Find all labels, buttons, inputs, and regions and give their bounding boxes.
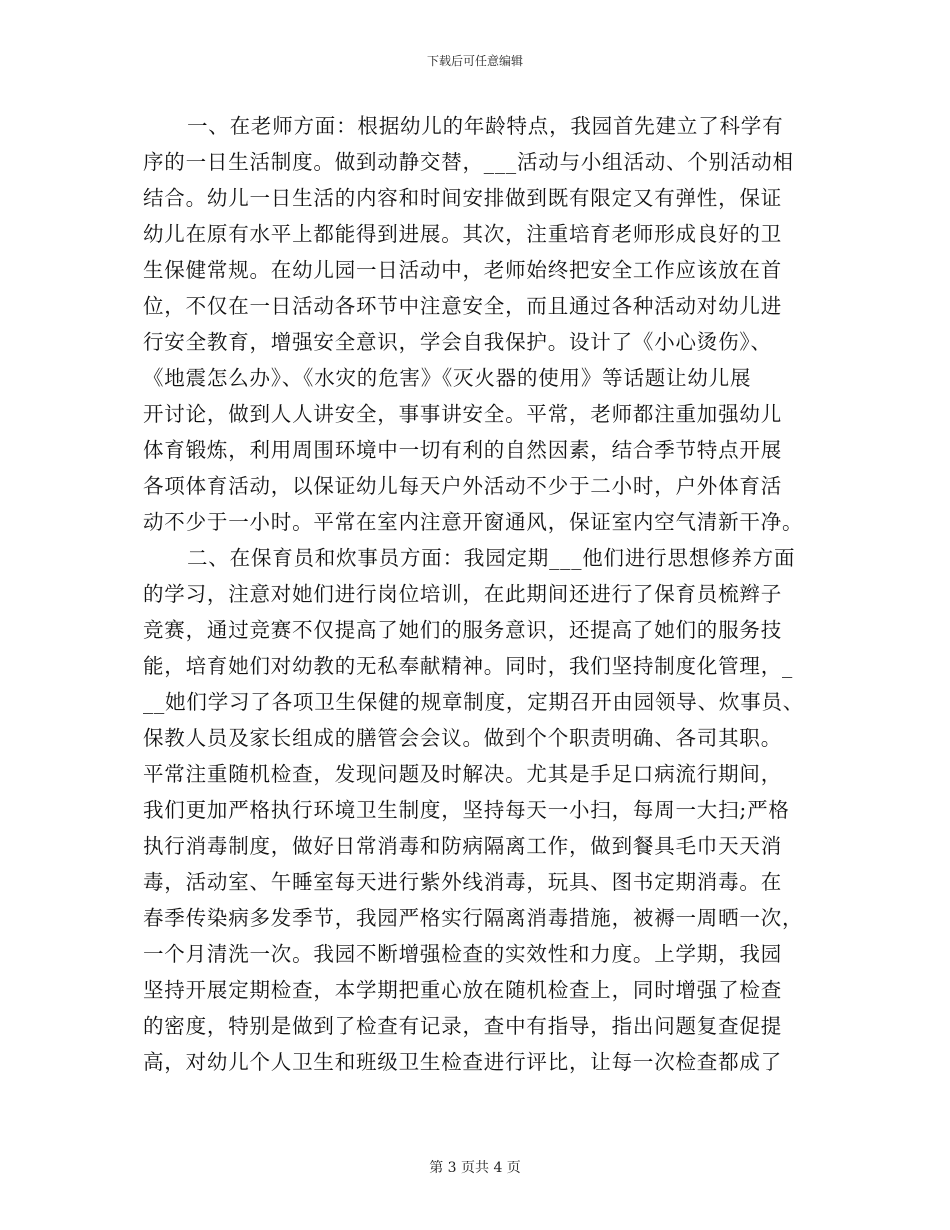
page-header-note: 下载后可任意编辑	[426, 54, 523, 68]
paragraph-line: 高，对幼儿个人卫生和班级卫生检查进行评比，让每一次检查都成了	[143, 1050, 782, 1074]
paragraph-line: __她们学习了各项卫生保健的规章制度，定期召开由园领导、炊事员、	[143, 690, 805, 714]
paragraph-line: 保教人员及家长组成的膳管会会议。做到个个职责明确、各司其职。	[143, 726, 782, 750]
paragraph-line: 毒，活动室、午睡室每天进行紫外线消毒，玩具、图书定期消毒。在	[143, 870, 782, 894]
paragraph-line: 竞赛，通过竞赛不仅提高了她们的服务意识，还提高了她们的服务技	[143, 618, 782, 642]
paragraph-line: 一、在老师方面：根据幼儿的年龄特点，我园首先建立了科学有	[187, 114, 784, 138]
paragraph-line: 执行消毒制度，做好日常消毒和防病隔离工作，做到餐具毛巾天天消	[143, 834, 782, 858]
paragraph-line: 平常注重随机检查，发现问题及时解决。尤其是手足口病流行期间，	[143, 762, 782, 786]
page-number: 第 3 页共 4 页	[429, 1160, 521, 1176]
paragraph-line: 结合。幼儿一日生活的内容和时间安排做到既有限定又有弹性，保证	[143, 186, 782, 210]
paragraph-line: 的学习，注意对她们进行岗位培训，在此期间还进行了保育员梳辫子	[143, 582, 782, 606]
paragraph-line: 坚持开展定期检查，本学期把重心放在随机检查上，同时增强了检查	[143, 978, 782, 1002]
document-body	[143, 108, 807, 1080]
paragraph-line: 位，不仅在一日活动各环节中注意安全，而且通过各种活动对幼儿进	[143, 294, 782, 318]
paragraph-line: 生保健常规。在幼儿园一日活动中，老师始终把安全工作应该放在首	[143, 258, 782, 282]
paragraph-line: 的密度，特别是做到了检查有记录，查中有指导，指出问题复查促提	[143, 1014, 782, 1038]
paragraph-line: 《地震怎么办》、《水灾的危害》《灭火器的使用》等话题让幼儿展	[143, 366, 752, 390]
paragraph-line: 各项体育活动，以保证幼儿每天户外活动不少于二小时，户外体育活	[143, 474, 782, 498]
paragraph-line: 春季传染病多发季节，我园严格实行隔离消毒措施，被褥一周晒一次，	[143, 906, 804, 930]
paragraph-line: 二、在保育员和炊事员方面：我园定期___他们进行思想修养方面	[187, 546, 796, 570]
paragraph-line: 我们更加严格执行环境卫生制度，坚持每天一小扫，每周一大扫;严格	[143, 798, 790, 822]
paragraph-line: 动不少于一小时。平常在室内注意开窗通风，保证室内空气清新干净。	[143, 510, 804, 534]
paragraph-line: 开讨论，做到人人讲安全，事事讲安全。平常，老师都注重加强幼儿	[143, 402, 782, 426]
paragraph-line: 幼儿在原有水平上都能得到进展。其次，注重培育老师形成良好的卫	[143, 222, 782, 246]
paragraph-line: 体育锻炼，利用周围环境中一切有利的自然因素，结合季节特点开展	[143, 438, 782, 462]
paragraph-line: 一个月清洗一次。我园不断增强检查的实效性和力度。上学期，我园	[143, 942, 782, 966]
paragraph-line: 序的一日生活制度。做到动静交替，___活动与小组活动、个别活动相	[143, 150, 794, 174]
paragraph-line: 能，培育她们对幼教的无私奉献精神。同时，我们坚持制度化管理，_	[143, 654, 794, 678]
paragraph-line: 行安全教育，增强安全意识，学会自我保护。设计了《小心烫伤》、	[143, 330, 772, 354]
